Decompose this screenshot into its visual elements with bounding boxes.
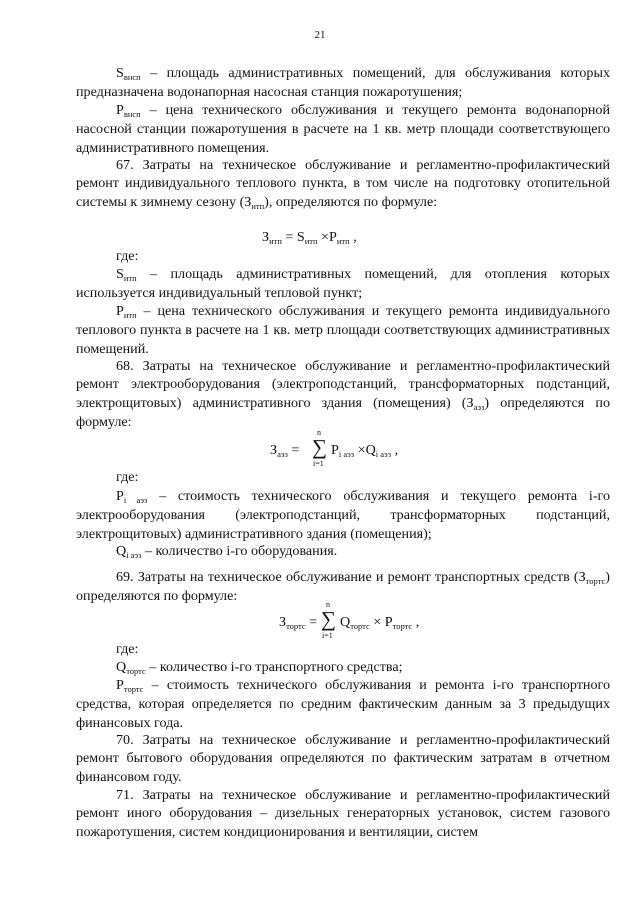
symbol: Q bbox=[116, 659, 127, 675]
formula-itp bbox=[262, 229, 357, 246]
symbol-subscript: тортс bbox=[123, 684, 144, 694]
symbol: P bbox=[116, 488, 124, 504]
where-label-1: где: bbox=[116, 248, 139, 264]
definition-s-vnsp bbox=[76, 64, 610, 102]
formula-q-subscript: тортс bbox=[350, 621, 370, 631]
symbol: S bbox=[116, 65, 124, 81]
formula-p-subscript: тортс bbox=[392, 621, 413, 631]
symbol-subscript: итп bbox=[123, 273, 137, 283]
definition-s-itp bbox=[76, 265, 610, 303]
paragraph-text: 68. Затраты на техническое обслуживание и регламентно-профилактический ремонт электрооборудования (электроподстанций, трансформаторных подстанций, электрощитовых) административного здания (помещения) ( bbox=[76, 358, 610, 411]
definition-text: – стоимость технического обслуживания и текущего ремонта i-го электрооборудования (электроподстанций, трансформаторных подстанций, электрощитовых) административного здания (помещения); bbox=[76, 488, 610, 542]
symbol: P bbox=[116, 102, 124, 118]
symbol-subscript: внсп bbox=[123, 72, 141, 82]
formula-end: , bbox=[412, 614, 420, 630]
formula-lhs: З bbox=[262, 229, 270, 245]
where-label-3: где: bbox=[116, 641, 139, 657]
symbol-subscript: тортс bbox=[585, 576, 606, 586]
symbol-subscript: i аэз bbox=[126, 550, 142, 560]
paragraph-text: 67. Затраты на техническое обслуживание и регламентно-профилактический ремонт индивидуального теплового пункта, в том числе на подготовку отопительной системы к зимнему сезону ( bbox=[76, 157, 610, 210]
formula-end: , bbox=[391, 442, 399, 458]
symbol-subscript: итп bbox=[123, 310, 137, 320]
paragraph-text-end: ) определяются по формуле: bbox=[76, 569, 610, 605]
formula-p: P bbox=[331, 442, 339, 458]
formula-s-subscript: итп bbox=[304, 236, 318, 246]
paragraph-text-end: ) определяются по формуле: bbox=[76, 394, 610, 430]
definition-text: – стоимость технического обслуживания и ремонта i-го транспортного средства, которая определяется по средним фактическим данным за 3 предыдущих финансовых года. bbox=[76, 677, 610, 731]
symbol: З bbox=[466, 394, 474, 411]
formula-lhs-group bbox=[270, 442, 299, 459]
formula-times: × bbox=[369, 614, 385, 630]
symbol-subscript: аэз bbox=[473, 401, 485, 412]
definition-q-tortc bbox=[76, 658, 610, 677]
definition-p-itp bbox=[76, 302, 610, 358]
paragraph-67 bbox=[76, 156, 610, 212]
formula-lhs-group bbox=[279, 614, 317, 631]
formula-rhs-group bbox=[331, 442, 398, 459]
symbol-subscript: i аэз bbox=[123, 495, 148, 505]
definition-text: – площадь административных помещений, для обслуживания которых предназначена водонапорная насосная станция пожаротушения; bbox=[76, 65, 610, 101]
definition-p-tortc bbox=[76, 676, 610, 732]
formula-end: , bbox=[349, 229, 357, 245]
formula-lhs: З bbox=[279, 614, 287, 630]
formula-lhs-subscript: итп bbox=[269, 236, 282, 246]
definition-text: – количество i-го транспортного средства; bbox=[145, 659, 403, 675]
paragraph-71: 71. Затраты на техническое обслуживание и регламентно-профилактический ремонт иного оборудования – дизельных генераторных установок, систем газового пожаротушения, систем кондиционирования и вентиляции, систем bbox=[76, 787, 610, 840]
formula-equals: = bbox=[281, 229, 297, 245]
symbol: З bbox=[578, 569, 586, 585]
formula-times: × bbox=[317, 229, 330, 245]
sum-lower-limit: i=1 bbox=[313, 459, 324, 468]
symbol: P bbox=[116, 303, 124, 319]
where-label-2: где: bbox=[116, 469, 139, 485]
formula-lhs-subscript: аэз bbox=[277, 449, 288, 459]
symbol-subscript: тортс bbox=[126, 666, 146, 676]
sum-upper-limit: n bbox=[317, 428, 321, 437]
paragraph-68 bbox=[76, 357, 610, 431]
formula-p-subscript: i аэз bbox=[338, 449, 355, 459]
definition-p-aez bbox=[76, 487, 610, 543]
formula-aez bbox=[270, 428, 420, 468]
formula-lhs-subscript: тортс bbox=[286, 621, 306, 631]
definition-text: – цена технического обслуживания и текущего ремонта водонапорной насосной станции пожаротушения в расчете на 1 кв. метр площади соответствующего административного помещения. bbox=[76, 102, 610, 156]
sum-upper-limit: n bbox=[326, 600, 330, 609]
symbol: Q bbox=[116, 543, 127, 559]
formula-s: S bbox=[296, 229, 305, 245]
formula-q-subscript: i аэз bbox=[375, 449, 392, 459]
symbol: З bbox=[244, 193, 252, 210]
page-number: 21 bbox=[314, 29, 326, 41]
definition-text: – цена технического обслуживания и текущего ремонта индивидуального теплового пункта в расчете на 1 кв. метр площади соответствующих административных помещений. bbox=[76, 303, 610, 357]
formula-q: Q bbox=[340, 614, 351, 630]
paragraph-69 bbox=[76, 568, 610, 606]
formula-tortc bbox=[279, 602, 429, 642]
formula-p-subscript: итп bbox=[336, 236, 350, 246]
formula-equals: = bbox=[287, 442, 300, 458]
symbol-subscript: итп bbox=[251, 200, 265, 211]
sum-sign: ∑ bbox=[312, 435, 327, 459]
paragraph-text-end: ), определяются по формуле: bbox=[264, 193, 438, 210]
symbol: S bbox=[116, 266, 124, 282]
paragraph-70: 70. Затраты на техническое обслуживание и регламентно-профилактический ремонт бытового оборудования определяются по фактическим затратам в отчетном финансовом году. bbox=[76, 732, 610, 785]
formula-q: Q bbox=[365, 442, 376, 458]
definition-text: – площадь административных помещений, для отопления которых используется индивидуальный тепловой пункт; bbox=[76, 266, 610, 302]
definition-q-aez bbox=[76, 542, 610, 561]
definition-text: – количество i-го оборудования. bbox=[141, 543, 338, 559]
sum-lower-limit: i=1 bbox=[322, 631, 333, 640]
paragraph-text: 69. Затраты на техническое обслуживание и ремонт транспортных средств ( bbox=[116, 569, 579, 585]
formula-p: P bbox=[384, 614, 393, 630]
formula-rhs-group bbox=[340, 614, 419, 631]
formula-p: P bbox=[329, 229, 337, 245]
symbol: P bbox=[116, 677, 124, 693]
symbol-subscript: внсп bbox=[123, 109, 141, 119]
formula-times: × bbox=[354, 442, 366, 458]
formula-equals: = bbox=[305, 614, 318, 630]
definition-p-vnsp bbox=[76, 101, 610, 157]
formula-lhs: З bbox=[270, 442, 278, 458]
sum-sign: ∑ bbox=[321, 607, 336, 631]
